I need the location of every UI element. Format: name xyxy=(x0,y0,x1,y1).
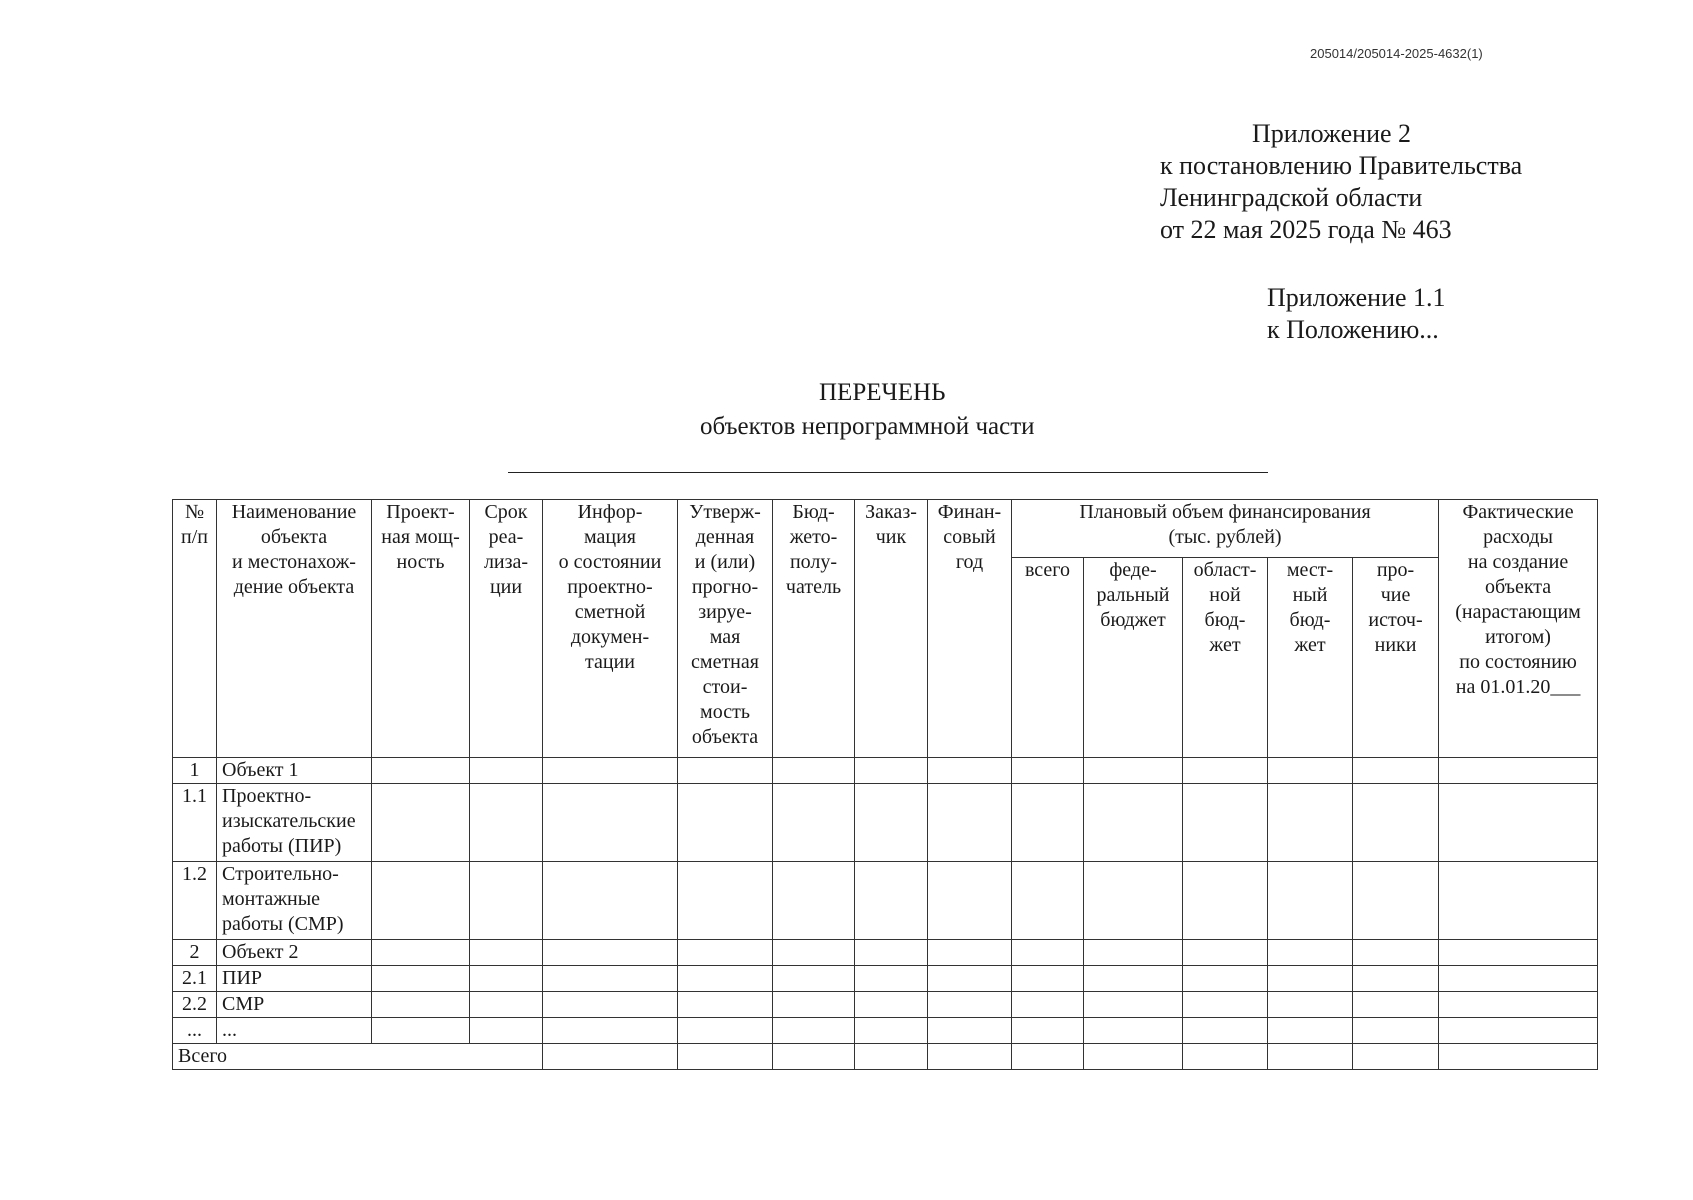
table-row xyxy=(173,940,1598,966)
fill-in-line xyxy=(508,472,1268,473)
table-row xyxy=(173,1018,1598,1044)
table-row xyxy=(173,966,1598,992)
header-planned-financing: Плановый объем финансирования (тыс. рублей) xyxy=(1012,500,1439,558)
header-design-docs-info: Инфор- мация о состоянии проектно- сметной докумен- тации xyxy=(543,500,678,758)
appendix-2-date: от 22 мая 2025 года № 463 xyxy=(1160,215,1452,244)
row-name: Объект 1 xyxy=(217,758,372,784)
document-subtitle: объектов непрограммной части xyxy=(700,413,1035,440)
table-total-row xyxy=(173,1044,1598,1070)
row-name: Проектно- изыскательские работы (ПИР) xyxy=(217,784,372,862)
header-financial-year: Финан- совый год xyxy=(928,500,1012,758)
row-name: СМР xyxy=(217,992,372,1018)
header-num: № п/п xyxy=(173,500,217,758)
row-num: 1.1 xyxy=(173,784,217,862)
header-total: всего xyxy=(1012,558,1084,758)
row-num: 1 xyxy=(173,758,217,784)
table-row xyxy=(173,862,1598,940)
header-other-sources: про- чие источ- ники xyxy=(1353,558,1439,758)
header-term: Срок реа- лиза- ции xyxy=(470,500,543,758)
table-row xyxy=(173,784,1598,862)
header-actual-expenses: Фактические расходы на создание объекта (нарастающим итогом) по состоянию на 01.01.20___ xyxy=(1439,500,1598,758)
appendix-2-block xyxy=(1160,118,1522,246)
header-capacity: Проект- ная мощ- ность xyxy=(372,500,470,758)
appendix-1-1-block xyxy=(1267,282,1446,346)
appendix-1-1-line-2: к Положению... xyxy=(1267,315,1439,344)
row-num: ... xyxy=(173,1018,217,1044)
row-name: Строительно- монтажные работы (СМР) xyxy=(217,862,372,940)
objects-table xyxy=(172,499,1598,1070)
total-label: Всего xyxy=(173,1044,543,1070)
appendix-2-title: Приложение 2 xyxy=(1252,119,1412,148)
document-registration-number: 205014/205014-2025-4632(1) xyxy=(1310,46,1483,61)
header-name: Наименование объекта и местонахож- дение объекта xyxy=(217,500,372,758)
header-federal-budget: феде- ральный бюджет xyxy=(1084,558,1183,758)
row-name: ПИР xyxy=(217,966,372,992)
appendix-2-line-3: Ленинградской области xyxy=(1160,183,1423,212)
table-row xyxy=(173,992,1598,1018)
row-num: 2 xyxy=(173,940,217,966)
document-title: ПЕРЕЧЕНЬ xyxy=(819,379,946,406)
row-num: 2.1 xyxy=(173,966,217,992)
row-num: 2.2 xyxy=(173,992,217,1018)
row-name: ... xyxy=(217,1018,372,1044)
header-regional-budget: област- ной бюд- жет xyxy=(1183,558,1268,758)
row-num: 1.2 xyxy=(173,862,217,940)
header-local-budget: мест- ный бюд- жет xyxy=(1268,558,1353,758)
appendix-1-1-title: Приложение 1.1 xyxy=(1267,283,1446,312)
appendix-2-line-2: к постановлению Правительства xyxy=(1160,151,1523,180)
header-budget-recipient: Бюд- жето- полу- чатель xyxy=(773,500,855,758)
header-customer: Заказ- чик xyxy=(855,500,928,758)
header-estimated-cost: Утверж- денная и (или) прогно- зируе- мая сметная стои- мость объекта xyxy=(678,500,773,758)
row-name: Объект 2 xyxy=(217,940,372,966)
table-row xyxy=(173,758,1598,784)
